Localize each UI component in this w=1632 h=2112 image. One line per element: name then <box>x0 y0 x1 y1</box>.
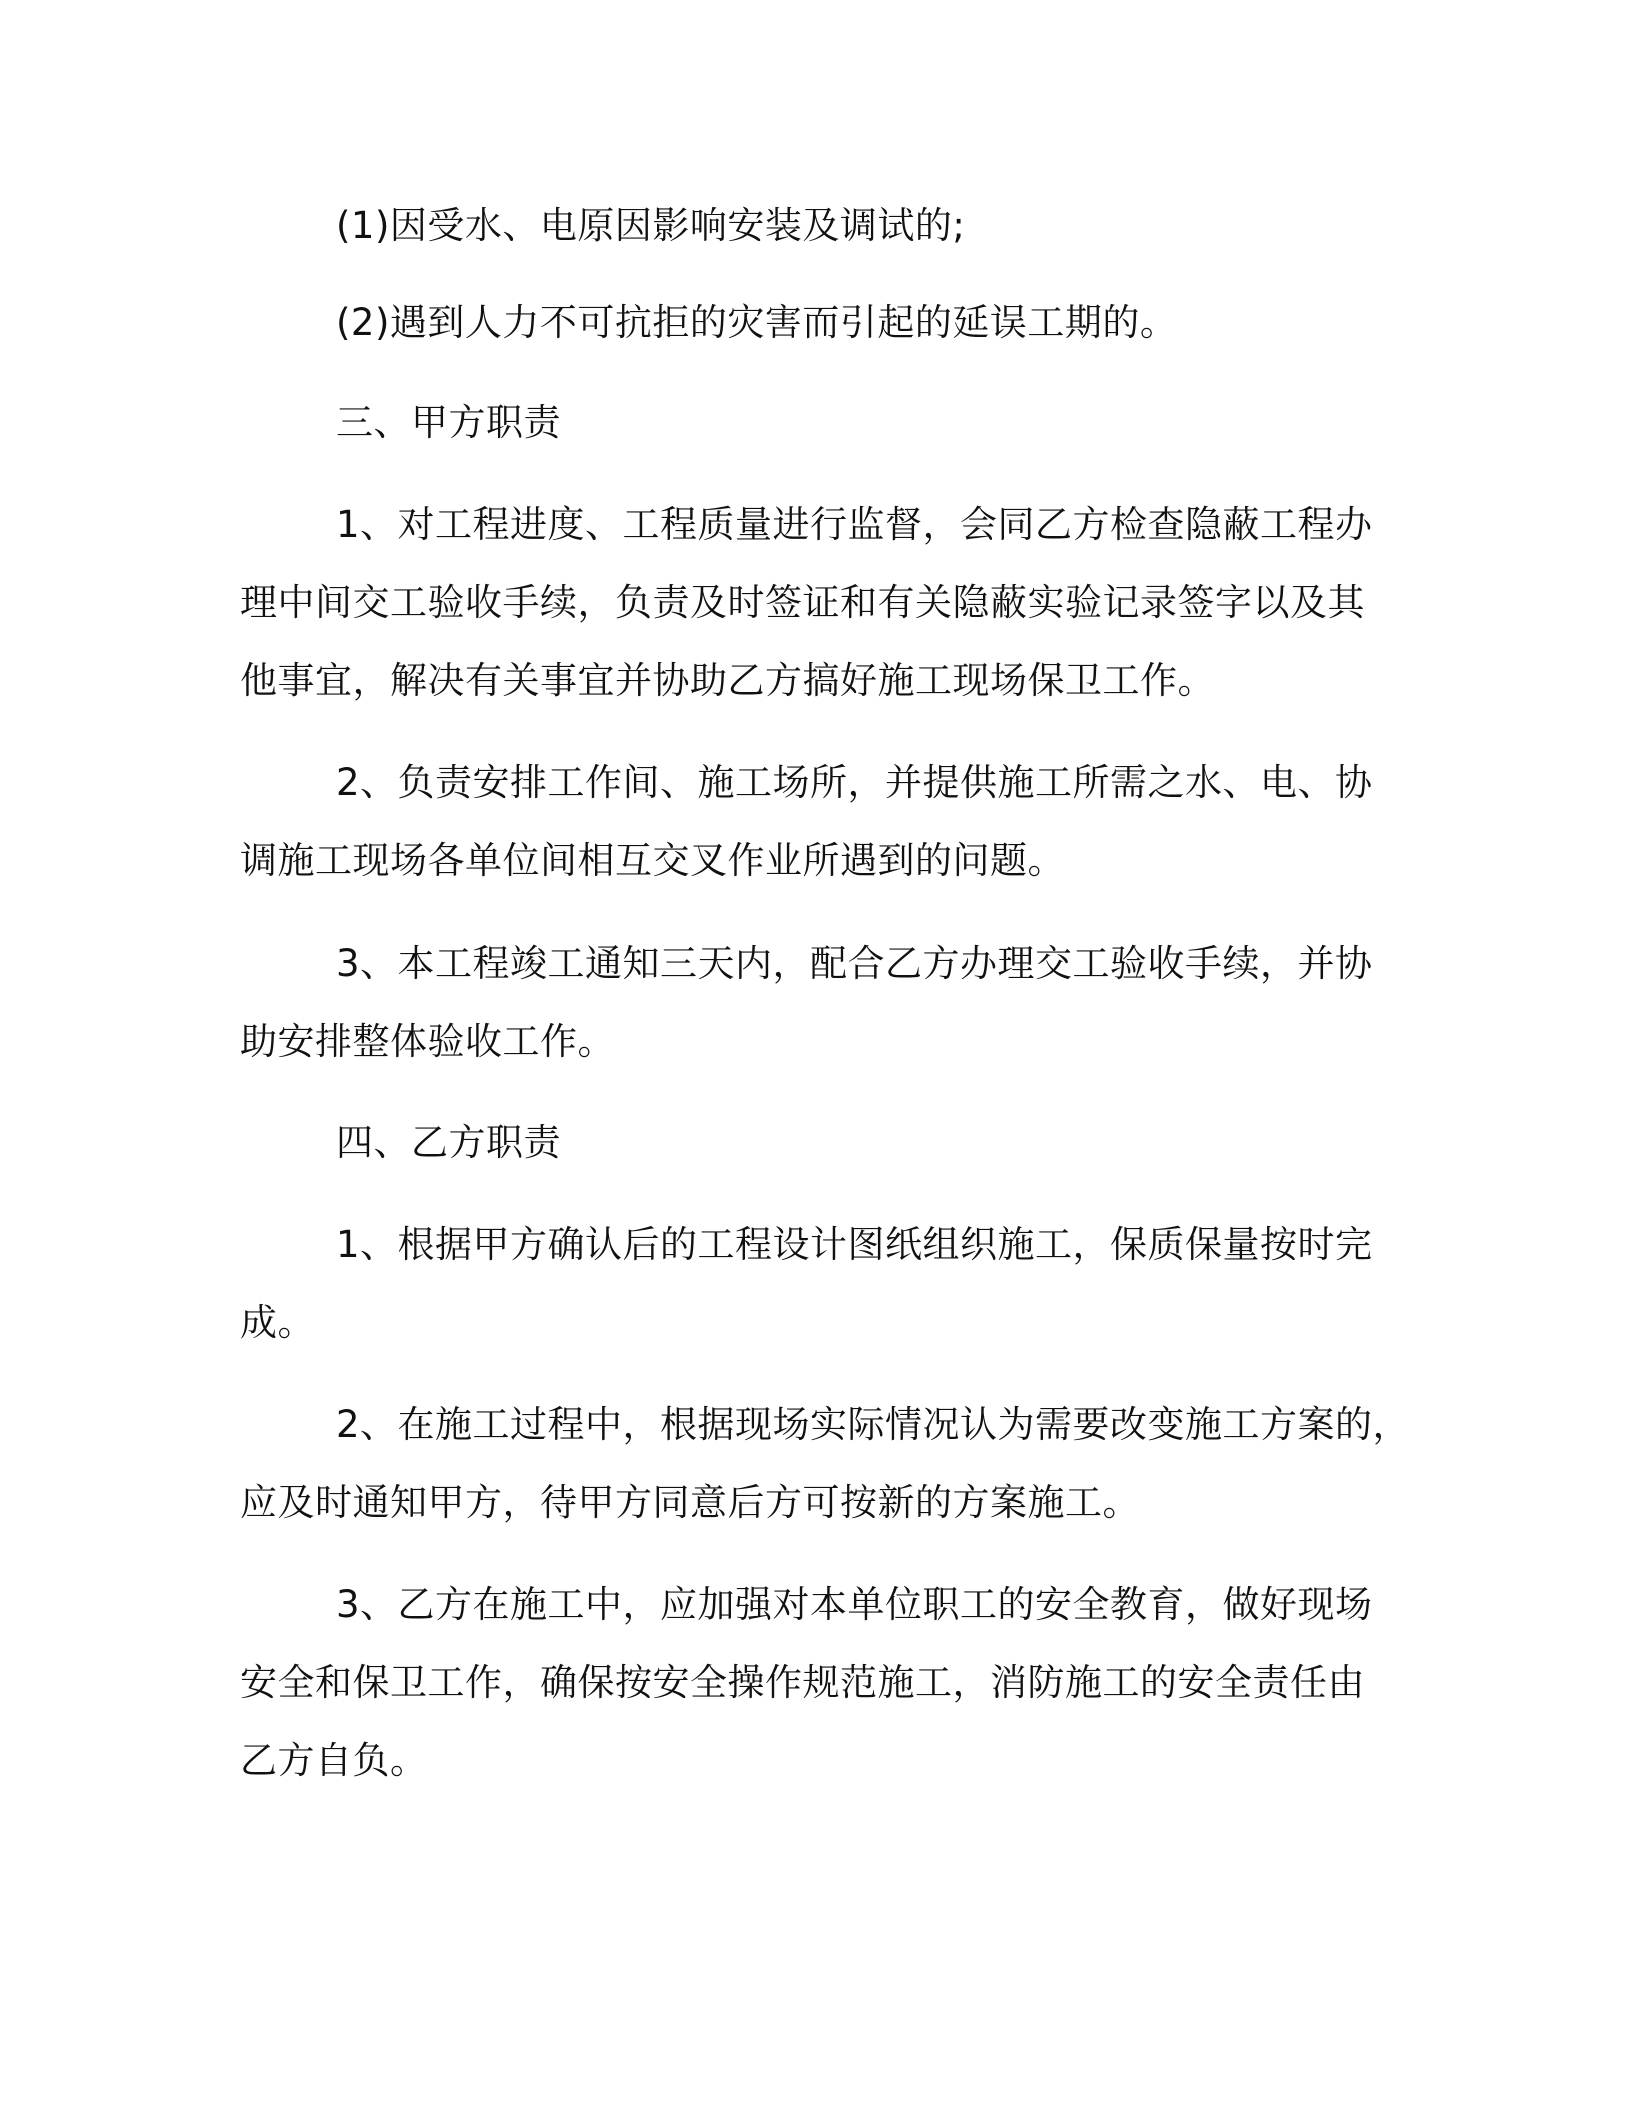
clause-item-1 <box>240 187 1370 265</box>
text-line: (1)因受水、电原因影响安装及调试的; <box>336 204 966 247</box>
clause-item-2 <box>240 284 1370 362</box>
text-line: 3、本工程竣工通知三天内，配合乙方办理交工验收手续，并协 <box>336 942 1373 985</box>
section-heading-party-b <box>240 1104 1370 1182</box>
text-line: 成。 <box>240 1301 315 1344</box>
text-line: 2、在施工过程中，根据现场实际情况认为需要改变施工方案的， <box>336 1403 1411 1446</box>
text-line: 2、负责安排工作间、施工场所，并提供施工所需之水、电、协 <box>336 761 1373 804</box>
party-a-duty-1 <box>240 486 1373 720</box>
text-line: 他事宜，解决有关事宜并协助乙方搞好施工现场保卫工作。 <box>240 659 1215 702</box>
party-b-duty-2 <box>240 1386 1411 1542</box>
text-line: 理中间交工验收手续，负责及时签证和有关隐蔽实验记录签字以及其 <box>240 581 1365 624</box>
text-line: (2)遇到人力不可抗拒的灾害而引起的延误工期的。 <box>336 301 1178 344</box>
text-line: 1、根据甲方确认后的工程设计图纸组织施工，保质保量按时完 <box>336 1223 1373 1266</box>
party-b-duty-1 <box>240 1206 1373 1362</box>
party-a-duty-3 <box>240 925 1373 1081</box>
text-line: 1、对工程进度、工程质量进行监督，会同乙方检查隐蔽工程办 <box>336 503 1373 546</box>
text-line: 安全和保卫工作，确保按安全操作规范施工，消防施工的安全责任由 <box>240 1661 1365 1704</box>
section-heading-party-a <box>240 384 1370 462</box>
party-a-duty-2 <box>240 744 1373 900</box>
text-line: 应及时通知甲方，待甲方同意后方可按新的方案施工。 <box>240 1481 1140 1524</box>
text-line: 四、乙方职责 <box>336 1121 561 1164</box>
party-b-duty-3 <box>240 1566 1373 1800</box>
text-line: 调施工现场各单位间相互交叉作业所遇到的问题。 <box>240 839 1065 882</box>
text-line: 3、乙方在施工中，应加强对本单位职工的安全教育，做好现场 <box>336 1583 1373 1626</box>
text-line: 助安排整体验收工作。 <box>240 1020 615 1063</box>
text-line: 三、甲方职责 <box>336 401 561 444</box>
text-line: 乙方自负。 <box>240 1739 428 1782</box>
